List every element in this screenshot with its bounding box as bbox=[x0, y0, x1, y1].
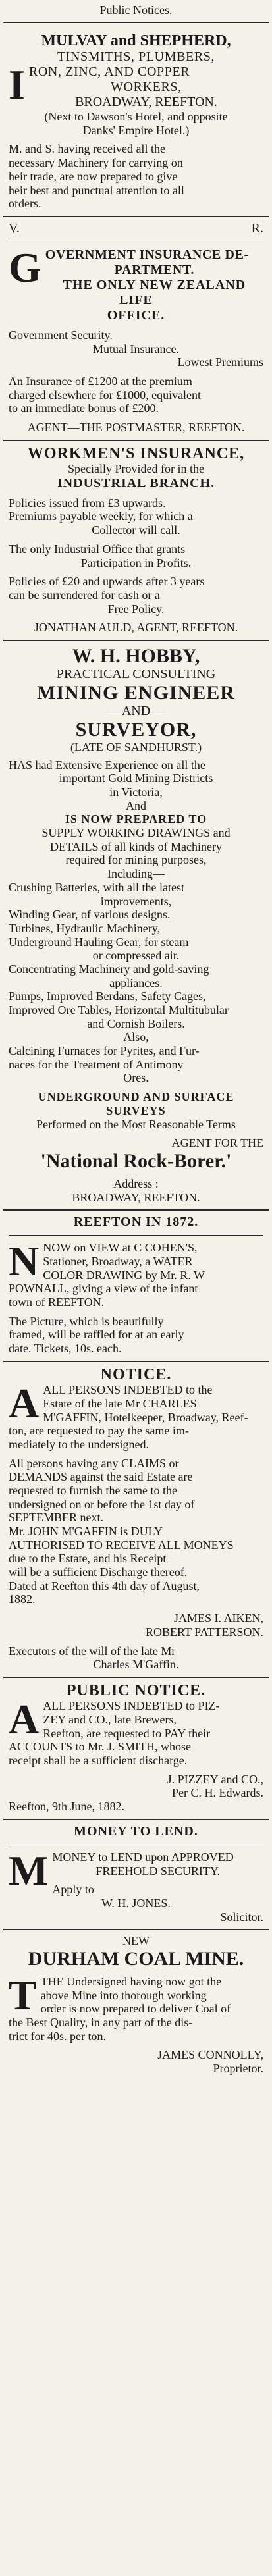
ad2-security: Government Security. Mutual Insurance. Lowest Premiums bbox=[9, 328, 263, 369]
ad4-line1: PRACTICAL CONSULTING bbox=[56, 666, 216, 681]
ad1-line2: RON, ZINC, AND COPPER bbox=[28, 65, 190, 80]
ad-hobby-mining-engineer bbox=[3, 641, 269, 1211]
ad2-dropcap-block bbox=[9, 244, 263, 291]
ad1-note2: Danks' Empire Hotel.) bbox=[82, 123, 190, 137]
ad3-subtitle: Specially Provided for in the bbox=[68, 462, 204, 476]
ad3-body: Policies issued from £3 upwards. Premiums payable weekly, for which a Collector will call. The only Industrial Office that grants Participation in Profits. Policies of £20 and upwards after 3 years can be surrendered for cash or a Free Policy. bbox=[9, 496, 205, 616]
ad8-body: M MONEY to LEND upon APPROVED FREEHOLD SECURITY. Apply to W. H. JONES. Solicitor. bbox=[9, 1847, 263, 1924]
v-letter: V. bbox=[9, 221, 20, 236]
ad1-note1: (Next to Dawson's Hotel, and opposite bbox=[44, 110, 228, 124]
ad8-title: MONEY TO LEND. bbox=[74, 1824, 198, 1839]
ad4-late: (LATE OF SANDHURST.) bbox=[70, 740, 202, 754]
ad4-name: W. H. HOBBY, bbox=[72, 644, 200, 667]
vr-row bbox=[9, 221, 263, 236]
ad2-dropcap: G bbox=[9, 244, 41, 291]
ad1-subtitle: TINSMITHS, PLUMBERS, bbox=[57, 49, 215, 65]
ad2-spacer3 bbox=[9, 415, 263, 421]
ad9-spacer1 bbox=[9, 1970, 263, 1975]
ad4-line2: MINING ENGINEER bbox=[37, 681, 235, 704]
ad9-title: DURHAM COAL MINE. bbox=[28, 1947, 244, 1970]
ad-government-insurance bbox=[3, 217, 269, 441]
ad-mulvay-shepherd bbox=[3, 28, 269, 217]
ad9-dropcap: T bbox=[9, 1971, 37, 2018]
ad-public-notice bbox=[3, 1678, 269, 1820]
ad4-line3: —AND— bbox=[108, 703, 164, 718]
ad2-headline1: THE ONLY NEW ZEALAND LIFE bbox=[63, 277, 246, 307]
ad6-dropcap: A bbox=[9, 1380, 40, 1427]
ad2-insurance-text: An Insurance of £1200 at the premium charged elsewhere for £1000, equivalent to an immediate bonus of £200. bbox=[9, 374, 202, 415]
ad7-dropcap: A bbox=[9, 1696, 40, 1743]
ad1-body: M. and S. having received all the necessary Machinery for carrying on heir trade, are now prepared to give heir best and punctual attention to all orders. bbox=[9, 142, 184, 211]
ad5-dropcap: N bbox=[9, 1238, 40, 1285]
ad-money-to-lend bbox=[3, 1820, 269, 1930]
ad5-body: N NOW on VIEW at C COHEN'S, Stationer, Broadway, a WATER COLOR DRAWING by Mr. R. W POWNALL, giving a view of the infant town of REEFTON. The Picture, which is beautifully framed, will be raffled for at an early date. Tickets, 10s. each. bbox=[9, 1238, 205, 1355]
ad4-line4: SURVEYOR, bbox=[75, 718, 197, 741]
ad-reefton-1872 bbox=[3, 1211, 269, 1362]
ad9-body: T THE Undersigned having now got the above Mine into thorough working order is now prepared to deliver Coal of the Best Quality, in any part of the dis- trict for 40s. per ton. JAMES CONNOLLY, Proprietor. bbox=[9, 1971, 263, 2076]
ad9-new: NEW bbox=[122, 1934, 150, 1948]
ad-workmens-insurance bbox=[3, 441, 269, 641]
ad1-dropcap: I bbox=[9, 61, 25, 109]
ad8-dropcap: M bbox=[9, 1847, 49, 1894]
ad5-title: REEFTON IN 1872. bbox=[73, 1215, 199, 1230]
ad1-spacer bbox=[9, 137, 263, 142]
ad6-body: A ALL PERSONS INDEBTED to the Estate of the late Mr CHARLES M'GAFFIN, Hotelkeeper, Broadway, Reef- ton, are requested to pay the same im- mediately to the undersigned. All persons having any CLAIMS or DEMANDS against the said Estate are requested to furnish the same to the undersigned on or before the 1st day of SEPTEMBER next. Mr. JOHN M'GAFFIN is DULY AUTHORISED TO RECEIVE ALL MONEYS due to the Estate, and his Receipt will be a sufficient Discharge thereof. Dated at Reefton this 4th day of August, 1882. JAMES I. AIKEN, ROBERT PATTERSON. Executors of the will of the late Mr Charles M'Gaffin. bbox=[9, 1380, 263, 1671]
ad3-branch: INDUSTRIAL BRANCH. bbox=[57, 475, 215, 490]
ad1-line3: WORKERS, bbox=[111, 80, 182, 95]
ad-notice-estate bbox=[3, 1362, 269, 1678]
newspaper-page bbox=[3, 3, 269, 2569]
ad1-title: MULVAY and SHEPHERD, bbox=[41, 32, 231, 49]
ad7-title: PUBLIC NOTICE. bbox=[66, 1681, 206, 1699]
ad2-agent: AGENT—THE POSTMASTER, REEFTON. bbox=[27, 421, 245, 434]
ad-durham-coal bbox=[3, 1930, 269, 2081]
ad1-address: BROADWAY, REEFTON. bbox=[75, 95, 217, 110]
ad5-rule bbox=[9, 1235, 263, 1236]
ad3-spacer1 bbox=[9, 491, 263, 496]
ad2-spacer1 bbox=[9, 323, 263, 329]
top-rule bbox=[3, 22, 269, 23]
ad6-title: NOTICE. bbox=[100, 1365, 172, 1383]
ad3-title: WORKMEN'S INSURANCE, bbox=[27, 444, 245, 462]
ad2-headline2: OFFICE. bbox=[107, 307, 165, 323]
ad2-spacer2 bbox=[9, 369, 263, 375]
ad2-title-line1: OVERNMENT INSURANCE DE- bbox=[45, 247, 249, 262]
ad3-spacer2 bbox=[9, 616, 263, 621]
r-letter: R. bbox=[251, 221, 263, 236]
ad2-title-line2: PARTMENT. bbox=[114, 262, 194, 277]
ad7-body: A ALL PERSONS INDEBTED to PIZ- ZEY and CO., late Brewers, Reefton, are requested to PAY their ACCOUNTS to Mr. J. SMITH, whose receipt shall be a sufficient discharge. J. PIZZEY and CO., Per C. H. Edwards. Reefton, 9th June, 1882. bbox=[9, 1696, 263, 1814]
ad4-body: HAS had Extensive Experience on all the important Gold Mining Districts in Victoria, And IS NOW PREPARED TO SUPPLY WORKING DRAWINGS and DETAILS of all kinds of Machinery required for mining purposes, Including— Crushing Batteries, with all the latest improvements, Winding Gear, of various designs. Turbines, Hydraulic Machinery, Underground Hauling Gear, for steam or compressed air. Concentrating Machinery and gold-saving appliances. Pumps, Improved Berdans, Safety Cages, Improved Ore Tables, Horizontal Multitubular and Cornish Boilers. Also, Calcining Furnaces for Pyrites, and Fur- naces for the Treatment of Antimony Ores. UNDERGROUND AND SURFACE SURVEYS Performed on the Most Reasonable Terms AGENT FOR THE 'National Rock-Borer.' Address : BROADWAY, REEFTON. bbox=[9, 758, 263, 1204]
ad3-agent: JONATHAN AULD, AGENT, REEFTON. bbox=[34, 621, 238, 635]
public-notices-header: Public Notices. bbox=[99, 3, 173, 16]
